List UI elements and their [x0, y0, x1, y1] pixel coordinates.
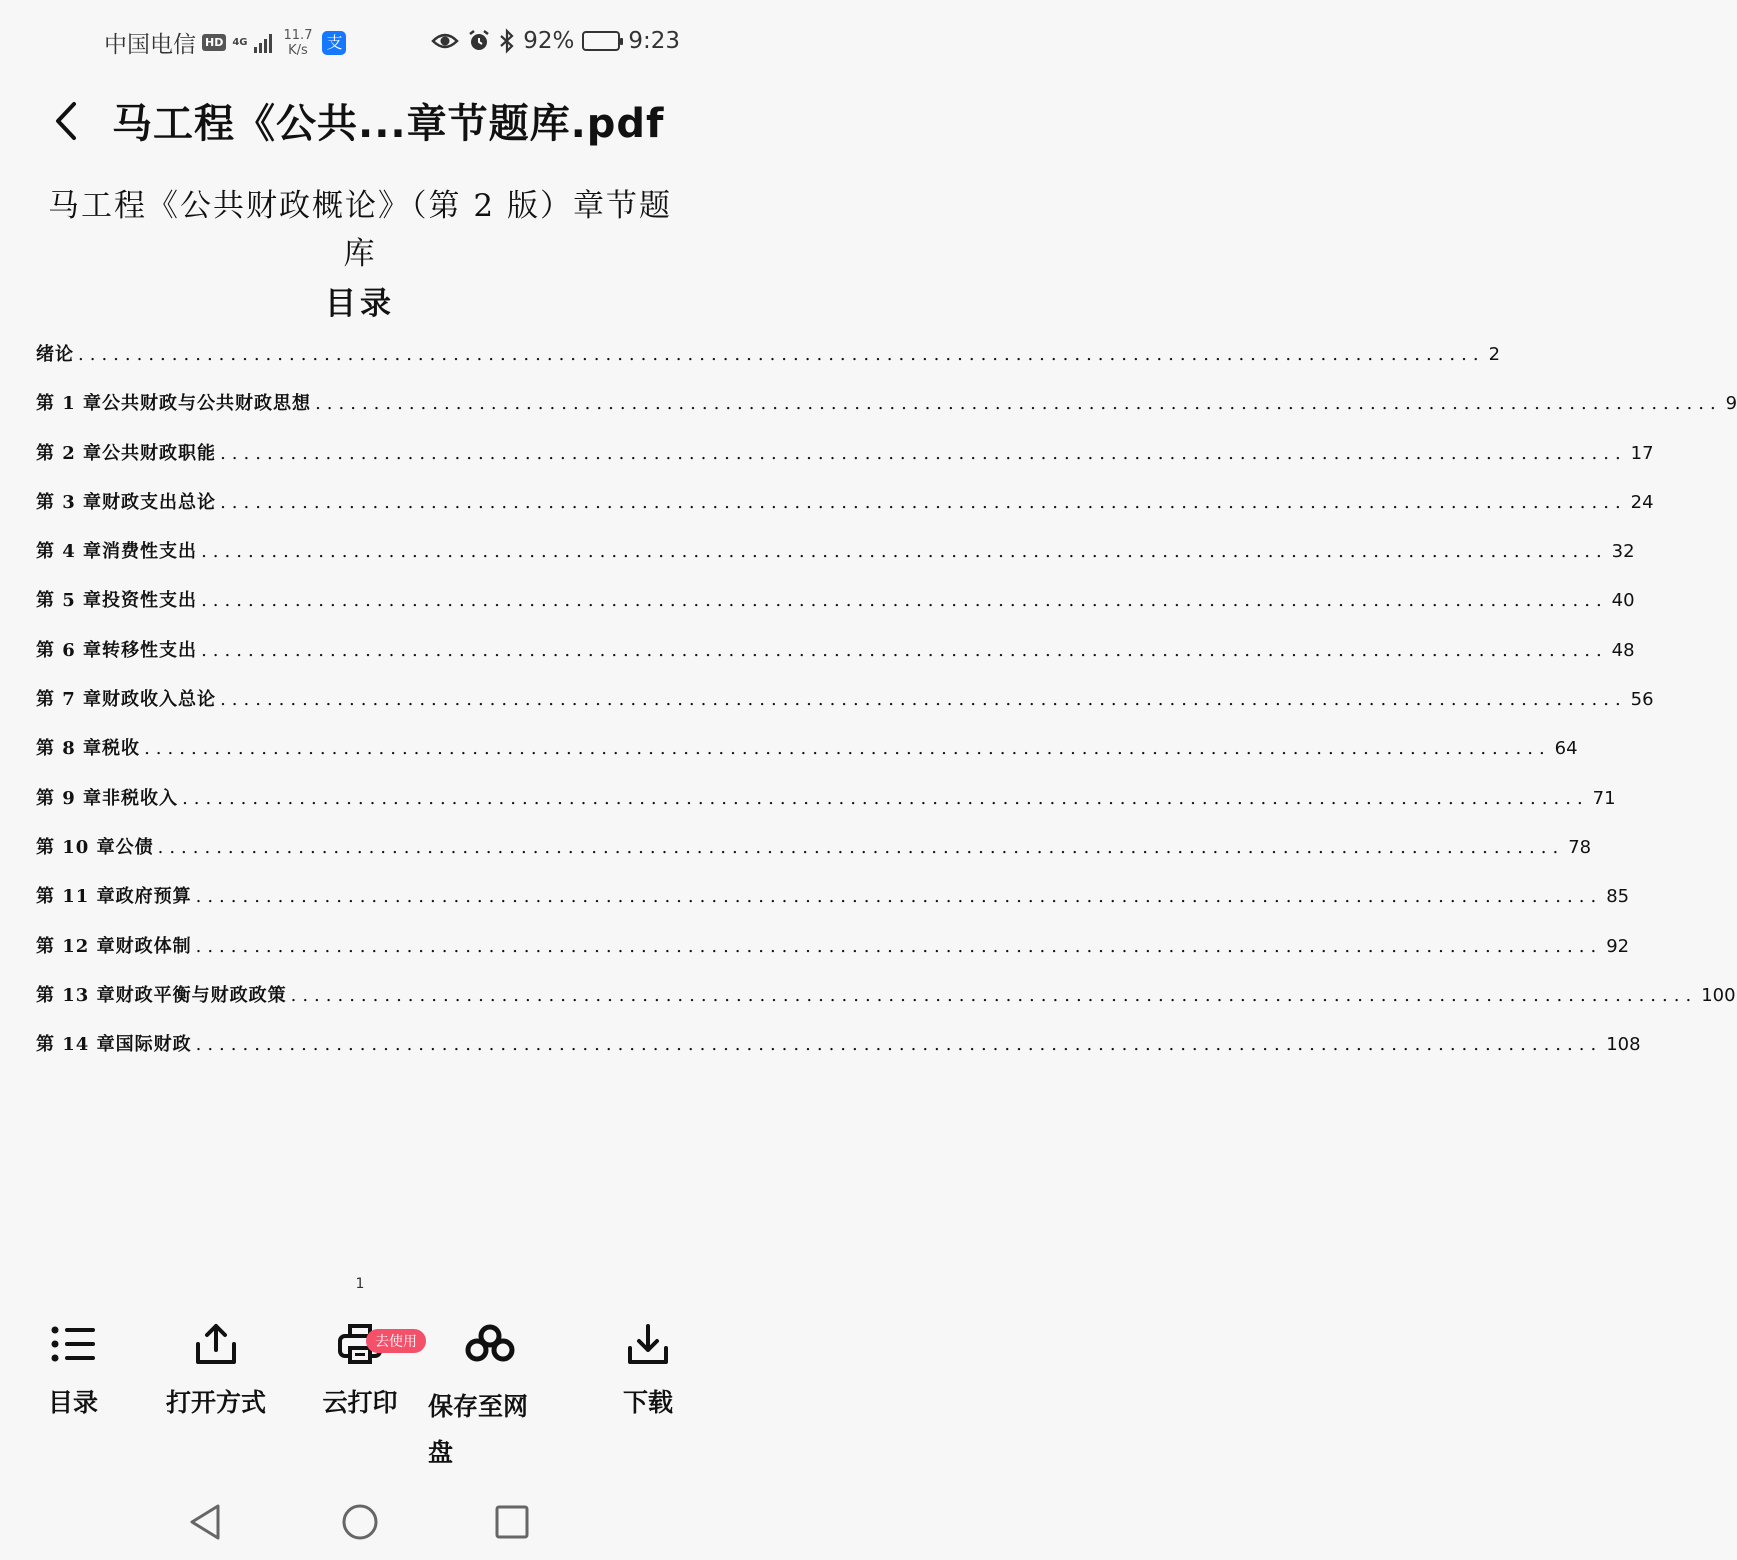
toc-entry-title: 第 2 章公共财政职能 [36, 442, 217, 464]
toc-entry-title: 第 1 章公共财政与公共财政思想 [36, 393, 312, 415]
toc-entry[interactable] [36, 439, 1654, 488]
toc-entry[interactable] [36, 784, 1616, 833]
network-type: 4G [232, 36, 248, 48]
toc-entry-page: 108 [1606, 1034, 1641, 1056]
toc-entry[interactable] [36, 537, 1635, 586]
toc-entry-page: 40 [1611, 590, 1635, 612]
toc-entry-title: 第 4 章消费性支出 [36, 541, 198, 563]
toc-button[interactable] [32, 1322, 114, 1422]
alipay-icon: 支 [322, 31, 346, 55]
toc-leader-dots: ........................................................................................................................ [220, 689, 1627, 711]
home-circle-icon[interactable] [340, 1502, 380, 1542]
network-speed [284, 28, 313, 58]
toc-entry[interactable] [36, 981, 1736, 1030]
open-with-button[interactable] [154, 1322, 278, 1422]
pdf-page[interactable] [20, 172, 1737, 1312]
toc-leader-dots: ........................................................................................................................ [201, 590, 1608, 612]
toc-entry[interactable] [36, 932, 1630, 981]
hd-badge: HD [202, 34, 226, 51]
toc-leader-dots: ........................................................................................................................ [144, 738, 1551, 760]
toc-entry-title: 第 10 章公债 [36, 836, 154, 858]
toc-entry-page: 32 [1611, 541, 1635, 563]
toc-entry-page: 56 [1630, 689, 1654, 711]
toc-entry[interactable] [36, 882, 1630, 931]
toc-entry-title: 第 14 章国际财政 [36, 1034, 192, 1056]
status-bar-left [104, 26, 346, 59]
download-button[interactable] [610, 1322, 686, 1422]
open-with-label: 打开方式 [165, 1388, 266, 1417]
toc-leader-dots: ........................................................................................................................ [195, 886, 1603, 908]
toc-entry-page: 92 [1606, 935, 1630, 957]
download-label: 下载 [622, 1388, 673, 1417]
toc-entry-page: 17 [1630, 442, 1654, 464]
toc-leader-dots: ........................................................................................................................ [290, 984, 1698, 1006]
eye-icon [431, 31, 459, 51]
carrier-name: 中国电信 [104, 32, 196, 58]
toc-entry-title: 第 12 章财政体制 [36, 935, 192, 957]
toc-entry[interactable] [36, 340, 1501, 389]
clock: 9:23 [628, 28, 680, 54]
speed-value: 11.7 [283, 27, 313, 43]
back-arrow-icon[interactable] [46, 96, 86, 146]
toc-entry-title: 第 9 章非税收入 [36, 787, 179, 809]
save-to-drive-label: 保存至网盘 [428, 1392, 529, 1467]
use-now-badge[interactable]: 去使用 [366, 1329, 426, 1353]
toc-entry-page: 9 [1725, 393, 1737, 415]
speed-unit: K/s [288, 42, 308, 58]
toc-title: 目录 [325, 286, 395, 322]
status-bar [0, 0, 720, 84]
cloud-drive-icon [463, 1322, 517, 1366]
toc-leader-dots: ........................................................................................................................ [220, 442, 1627, 464]
toc-leader-dots: ........................................................................................................................ [195, 935, 1603, 957]
toc-entry[interactable] [36, 833, 1592, 882]
toc-leader-dots: ........................................................................................................................ [195, 1034, 1603, 1056]
toc-leader-dots: ........................................................................................................................ [315, 393, 1722, 415]
toc-entry-title: 第 3 章财政支出总论 [36, 491, 217, 513]
toc-button-label: 目录 [47, 1388, 98, 1417]
toc-leader-dots: ........................................................................................................................ [157, 836, 1565, 858]
page-number: 1 [355, 1276, 365, 1292]
document-title: 马工程《公共...章节题库.pdf [112, 101, 665, 147]
toc-entry[interactable] [36, 488, 1654, 537]
toc-entry-title: 绪论 [36, 344, 74, 365]
toc-entry-title: 第 13 章财政平衡与财政政策 [36, 984, 287, 1006]
toc-entry-page: 24 [1630, 491, 1654, 513]
save-to-drive-button[interactable] [428, 1322, 552, 1476]
toc-leader-dots: ........................................................................................................................ [201, 639, 1608, 661]
status-bar-right [431, 28, 680, 54]
toc-leader-dots: ........................................................................................................................ [78, 344, 1485, 365]
toc-entry[interactable] [36, 586, 1635, 635]
bluetooth-icon [499, 29, 515, 53]
system-nav-bar [0, 1484, 720, 1560]
recents-square-icon[interactable] [494, 1504, 530, 1540]
toc-entry[interactable] [36, 685, 1654, 734]
toc-leader-dots: ........................................................................................................................ [201, 541, 1608, 563]
battery-percent: 92% [523, 28, 575, 54]
download-icon [624, 1322, 672, 1366]
battery-icon [582, 31, 620, 51]
toc-entry-page: 2 [1488, 344, 1501, 365]
toc-entry-title: 第 6 章转移性支出 [36, 639, 198, 661]
cloud-print-label: 云打印 [322, 1388, 398, 1417]
share-icon [192, 1322, 240, 1366]
toc-entry-page: 78 [1568, 836, 1592, 858]
toc-leader-dots: ........................................................................................................................ [220, 491, 1627, 513]
toc-entry-page: 48 [1611, 639, 1635, 661]
toc-entry-title: 第 7 章财政收入总论 [36, 689, 217, 711]
list-icon [49, 1322, 97, 1366]
back-triangle-icon[interactable] [186, 1502, 224, 1542]
alarm-icon [467, 29, 491, 53]
toc-entry-page: 85 [1606, 886, 1630, 908]
toc-entry[interactable] [36, 1030, 1641, 1079]
title-bar [0, 84, 720, 164]
document-heading: 马工程《公共财政概论》（第 2 版）章节题库 [48, 188, 672, 272]
toc-entry[interactable] [36, 734, 1578, 783]
toc-entry-title: 第 11 章政府预算 [36, 886, 192, 908]
toc-entry-title: 第 8 章税收 [36, 738, 141, 760]
toc-entry-page: 71 [1592, 787, 1616, 809]
toc-entry-page: 64 [1554, 738, 1578, 760]
toc-entry[interactable] [36, 636, 1635, 685]
table-of-contents [36, 340, 1737, 1079]
toc-entry-title: 第 5 章投资性支出 [36, 590, 198, 612]
bottom-toolbar [0, 1322, 720, 1472]
toc-entry-page: 100 [1701, 984, 1736, 1006]
toc-leader-dots: ........................................................................................................................ [182, 787, 1589, 809]
signal-icon [254, 33, 272, 53]
toc-entry[interactable] [36, 389, 1737, 438]
